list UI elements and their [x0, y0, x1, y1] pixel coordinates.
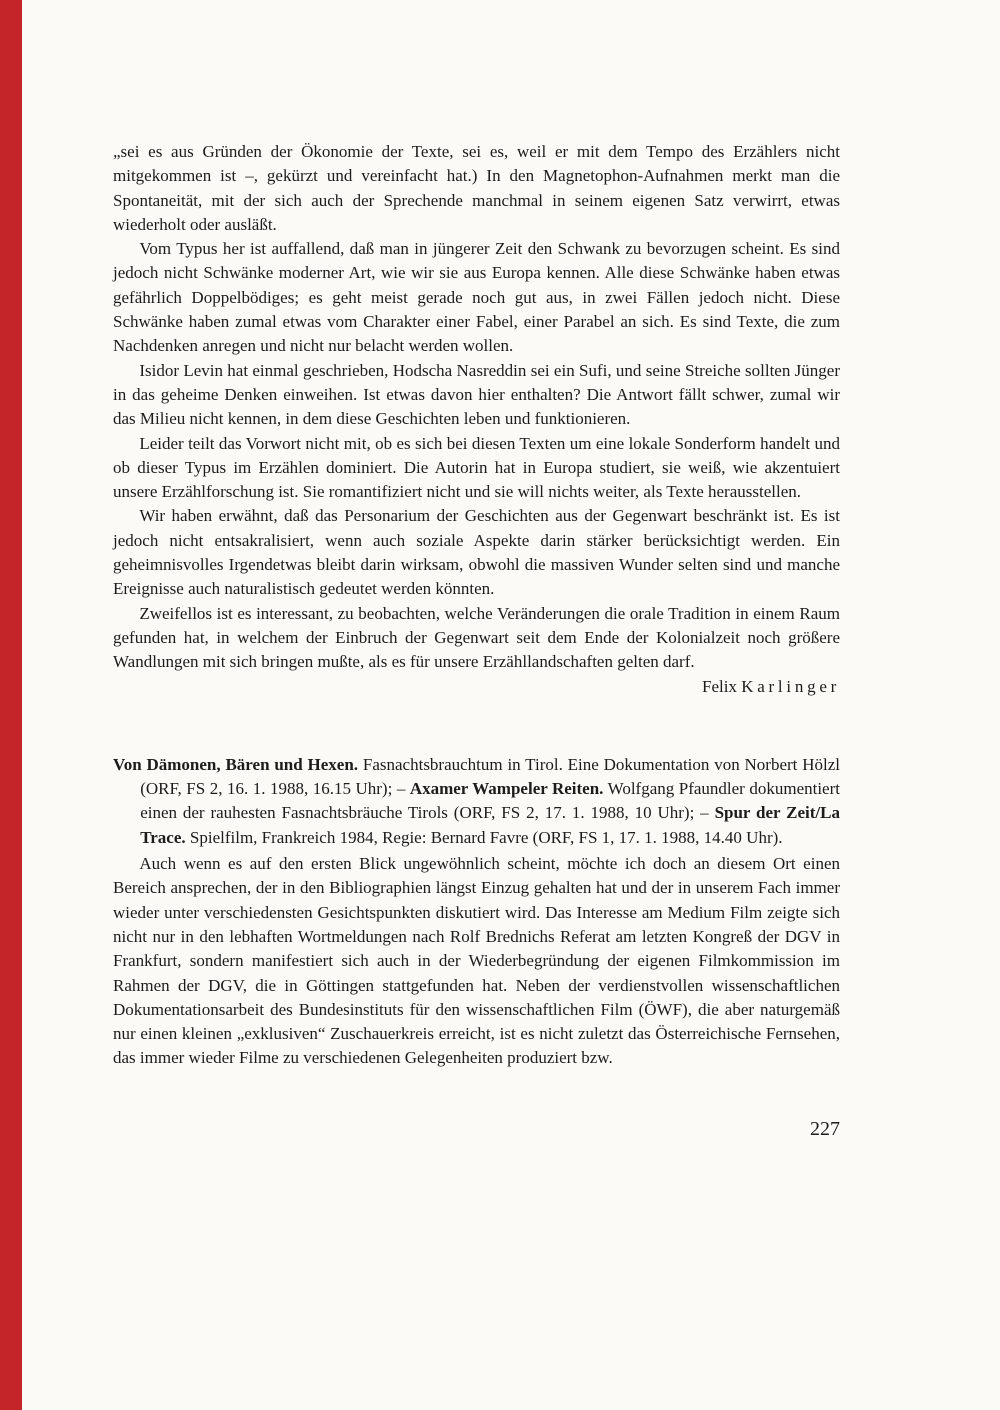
- author-first-name: Felix: [702, 676, 737, 696]
- film-title: Axamer Wampeler Reiten.: [409, 779, 604, 799]
- author-last-name: Karlinger: [741, 676, 840, 696]
- film-review-heading: [113, 753, 840, 850]
- page-text-block: [113, 140, 840, 1143]
- paragraph: Vom Typus her ist auffallend, daß man in jüngerer Zeit den Schwank zu bevorzugen scheint. Es sind jedoch nicht Schwänke moderner Art, wie wir sie aus Europa kennen. Alle diese Schwänke haben etwas gefährlich Doppelbödiges; es geht meist gerade noch gut aus, in zwei Fällen jedoch nicht. Diese Schwänke haben zumal etwas vom Charakter einer Fabel, einer Parabel an sich. Es sind Texte, die zum Nachdenken anregen und nicht nur belacht werden wollen.: [113, 239, 840, 356]
- paragraph: Isidor Levin hat einmal geschrieben, Hodscha Nasreddin sei ein Sufi, und seine Streiche sollten Jünger in das geheime Denken einweihen. Ist etwas davon hier enthalten? Die Antwort fällt schwer, zumal wir das Milieu nicht kennen, in dem diese Geschichten leben und funktionieren.: [113, 360, 840, 429]
- paragraph: Auch wenn es auf den ersten Blick ungewöhnlich scheint, möchte ich doch an diesem Ort einen Bereich ansprechen, der in den Bibliographien längst Einzug gehalten hat und der in unserem Fach immer wieder unter verschiedensten Gesichtspunkten diskutiert wird. Das Interesse am Medium Film zeigte sich nicht nur in den lebhaften Wortmeldungen nach Rolf Brednichs Referat am letzten Kongreß der DGV in Frankfurt, sondern manifestiert sich auch in der Wiederbegründung der eigenen Filmkommission im Rahmen der DGV, die in Göttingen stattgefunden hat. Neben der verdienstvollen wissenschaftlichen Dokumentationsarbeit des Bundesinstituts für den wissenschaftlichen Film (ÖWF), die aber naturgemäß nur einen kleinen „exklusiven“ Zuschauerkreis erreicht, ist es nicht zuletzt das Österreichische Fernsehen, das immer wieder Filme zu verschiedenen Gelegenheiten produziert bzw.: [113, 854, 840, 1068]
- paragraph: „sei es aus Gründen der Ökonomie der Texte, sei es, weil er mit dem Tempo des Erzählers nicht mitgekommen ist –, gekürzt und vereinfacht hat.) In den Magnetophon-Aufnahmen merkt man die Spontaneität, mit der sich auch der Sprechende manchmal in seinem eigenen Satz verwirrt, etwas wiederholt oder ausläßt.: [113, 142, 840, 234]
- film-description: Fasnachtsbrauchtum in Tirol. Eine Dokumentation von Norbert Hölzl (ORF, FS 2, 16. 1. 1988, 16.15 Uhr); –: [140, 754, 840, 799]
- page-number: 227: [810, 1117, 840, 1140]
- paragraph: Wir haben erwähnt, daß das Personarium der Geschichten aus der Gegenwart beschränkt ist. Es ist jedoch nicht entsakralisiert, wenn auch soziale Aspekte darin stärker berücksichtigt werden. Ein geheimnisvolles Irgendetwas bleibt darin wirksam, obwohl die massiven Wunder selten sind und manche Ereignisse auch naturalistisch gedeutet werden könnten.: [113, 506, 840, 599]
- paragraph: Zweifellos ist es interessant, zu beobachten, welche Veränderungen die orale Tradition in einem Raum gefunden hat, in welchem der Einbruch der Gegenwart seit dem Ende der Kolonialzeit noch größere Wandlungen mit sich bringen mußte, als es für unsere Erzähllandschaften gelten darf.: [113, 603, 840, 672]
- paragraph: Leider teilt das Vorwort nicht mit, ob es sich bei diesen Texten um eine lokale Sonderform handelt und ob dieser Typus im Erzählen dominiert. Die Autorin hat in Europa studiert, sie weiß, wie akzentuiert unsere Erzählforschung ist. Sie romantifiziert nicht und sie will nichts weiter, als Texte herausstellen.: [113, 433, 840, 502]
- film-description: Spielfilm, Frankreich 1984, Regie: Bernard Favre (ORF, FS 1, 17. 1. 1988, 14.40 Uhr).: [185, 827, 783, 847]
- film-review-text: [113, 852, 840, 1071]
- binding-stripe: [0, 0, 22, 1410]
- author-signature: [113, 675, 840, 699]
- film-description: Wolfgang Pfaundler dokumentiert einen der rauhesten Fasnachtsbräuche Tirols (ORF, FS 2, 17. 1. 1988, 10 Uhr); –: [140, 779, 840, 823]
- film-title: Von Dämonen, Bären und Hexen.: [113, 754, 359, 774]
- review-closing-text: [113, 140, 840, 675]
- film-title: Spur der Zeit/La Trace.: [140, 803, 840, 847]
